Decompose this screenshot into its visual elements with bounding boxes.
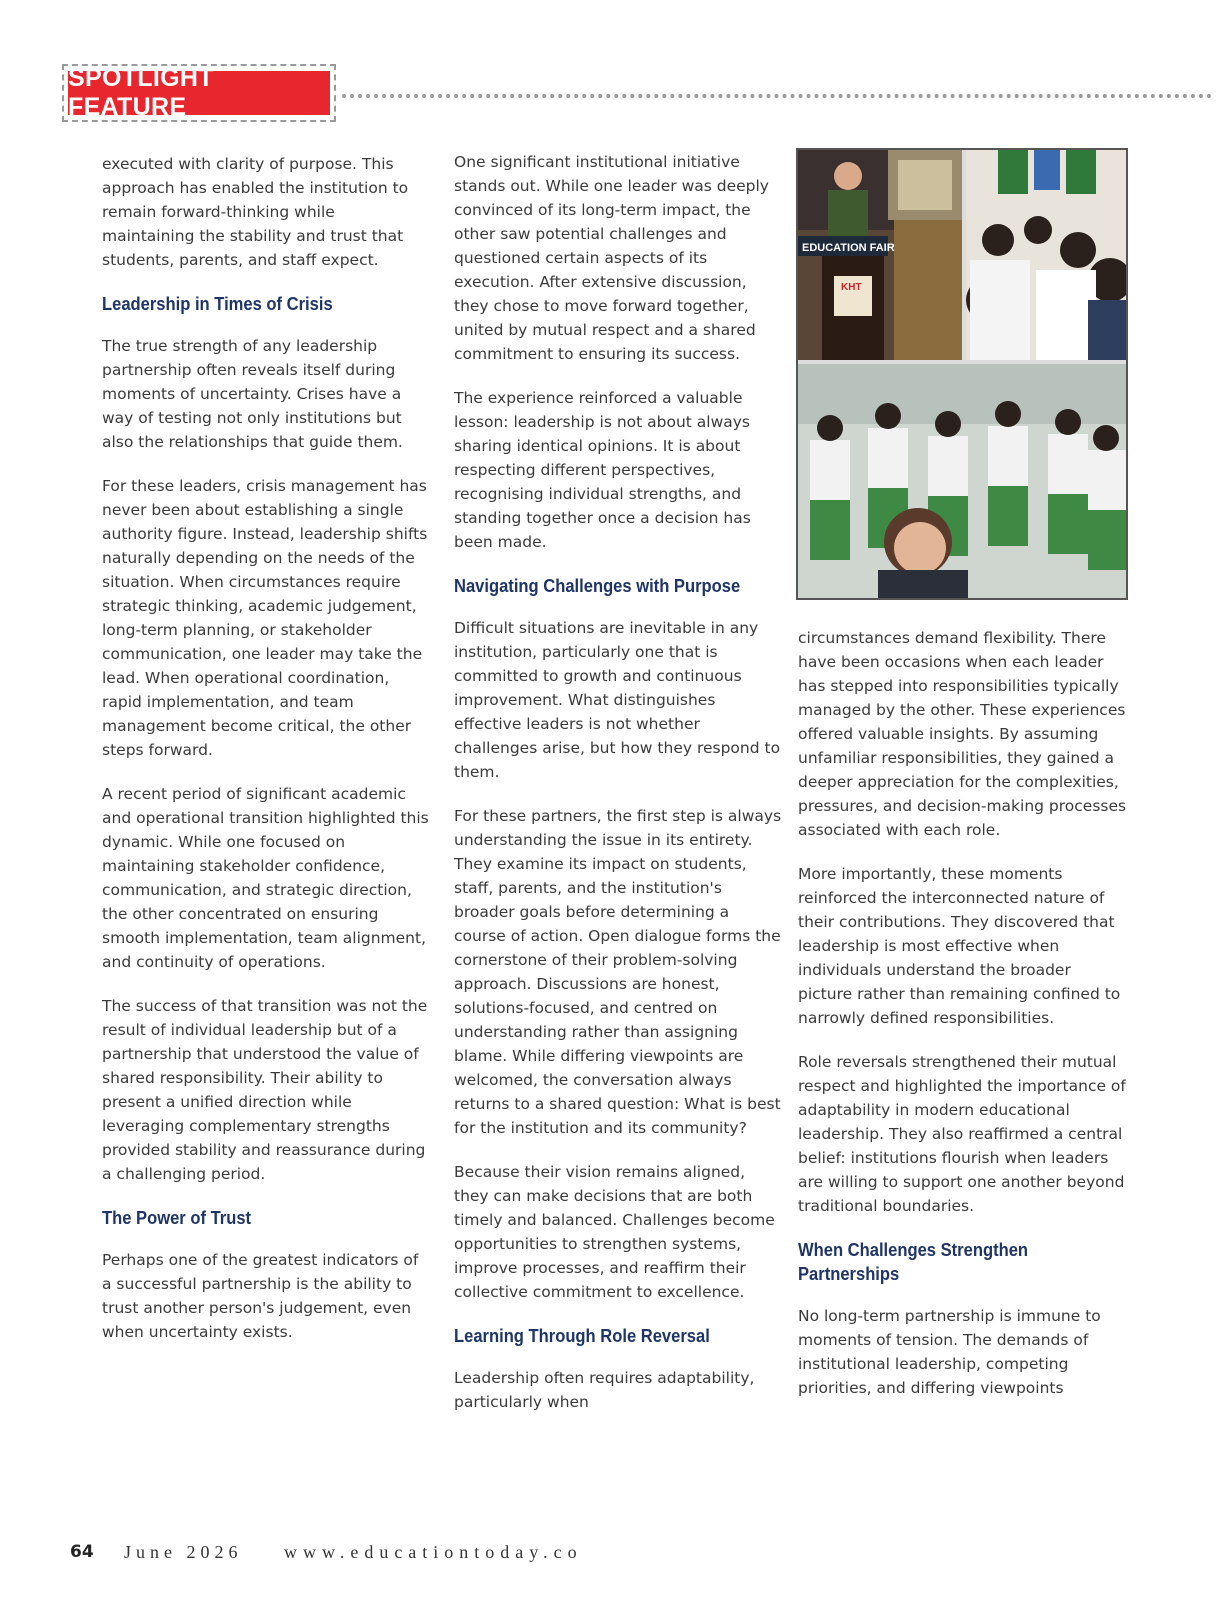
- header-dotted-rule: [342, 94, 1212, 98]
- photo-collage: [796, 148, 1128, 600]
- paragraph: Because their vision remains aligned, they can make decisions that are both timely and balanced. Challenges become opportunities to strengthen systems, improve processes, and reaffirm their collective commitment to excellence.: [454, 1163, 775, 1301]
- paragraph: Role reversals strengthened their mutual respect and highlighted the importance of adaptability in modern educational leadership. They also reaffirmed a central belief: institutions flourish when leaders are willing to support one another beyond traditional boundaries.: [798, 1053, 1126, 1215]
- paragraph: More importantly, these moments reinforced the interconnected nature of their contributions. They discovered that leadership is most effective when individuals understand the broader picture rather than remaining confined to narrowly defined responsibilities.: [798, 865, 1121, 1027]
- section-heading: Learning Through Role Reversal: [454, 1326, 710, 1346]
- paragraph: For these partners, the first step is always understanding the issue in its entirety. They examine its impact on students, staff, parents, and the institution's broader goals before determining a course of action. Open dialogue forms the cornerstone of their problem-solving approach. Discussions are honest, solutions-focused, and centred on understanding rather than assigning blame. While differing viewpoints are welcomed, the conversation always returns to a shared question: What is best for the institution and its community?: [454, 807, 782, 1137]
- podium-text: KHT: [841, 282, 862, 293]
- issue-date: June 2026: [124, 1542, 243, 1562]
- paragraph: The experience reinforced a valuable lesson: leadership is not about always sharing identical opinions. It is about respecting different perspectives, recognising individual strengths, and standing together once a decision has been made.: [454, 389, 751, 551]
- section-heading: Leadership in Times of Crisis: [102, 294, 333, 314]
- paragraph: executed with clarity of purpose. This approach has enabled the institution to remain forward-thinking while maintaining the stability and trust that students, parents, and staff expect.: [102, 155, 409, 269]
- section-heading: Navigating Challenges with Purpose: [454, 576, 741, 596]
- page-number: 64: [70, 1542, 94, 1562]
- paragraph: A recent period of significant academic and operational transition highlighted this dynamic. While one focused on maintaining stakeholder confidence, communication, and strategic direction, the other concentrated on ensuring smooth implementation, team alignment, and continuity of operations.: [102, 785, 429, 971]
- section-heading: When Challenges Strengthen Partnerships: [798, 1240, 1029, 1284]
- paragraph: Leadership often requires adaptability, particularly when: [454, 1369, 755, 1411]
- paragraph: Perhaps one of the greatest indicators of a successful partnership is the ability to trust another person's judgement, even when uncertainty exists.: [102, 1251, 419, 1341]
- column-right: [798, 626, 1128, 1420]
- paragraph: The success of that transition was not the result of individual leadership but of a partnership that understood the value of shared responsibility. Their ability to present a unified direction while leveraging complementary strengths provided stability and reassurance during a challenging period.: [102, 997, 428, 1183]
- banner-text: EDUCATION FAIR: [802, 242, 895, 254]
- column-left: [102, 152, 430, 1364]
- paragraph: circumstances demand flexibility. There have been occasions when each leader has stepped into responsibilities typically managed by the other. These experiences offered valuable insights. By assuming unfamiliar responsibilities, they gained a deeper appreciation for the complexities, pressures, and decision-making processes associated with each role.: [798, 629, 1127, 839]
- website-link[interactable]: www.educationtoday.co: [284, 1542, 583, 1562]
- column-middle: [454, 150, 784, 1434]
- paragraph: The true strength of any leadership partnership often reveals itself during moments of uncertainty. Crises have a way of testing not only institutions but also the relationships that guide them.: [102, 337, 403, 451]
- paragraph: For these leaders, crisis management has never been about establishing a single authority figure. Instead, leadership shifts naturally depending on the needs of the situation. When circumstances require strategic thinking, academic judgement, long-term planning, or stakeholder communication, one leader may take the lead. When operational coordination, rapid implementation, and team management become critical, the other steps forward.: [102, 477, 428, 759]
- paragraph: One significant institutional initiative stands out. While one leader was deeply convinced of its long-term impact, the other saw potential challenges and questioned certain aspects of its execution. After extensive discussion, they chose to move forward together, united by mutual respect and a shared commitment to ensuring its success.: [454, 153, 769, 363]
- paragraph: Difficult situations are inevitable in any institution, particularly one that is committed to growth and continuous improvement. What distinguishes effective leaders is not whether challenges arise, but how they respond to them.: [454, 619, 781, 781]
- photo-collage-image: [798, 150, 1126, 598]
- spotlight-label: SPOTLIGHT FEATURE: [68, 71, 330, 115]
- paragraph: No long-term partnership is immune to moments of tension. The demands of institutional leadership, competing priorities, and differing viewpoints: [798, 1307, 1101, 1397]
- section-heading: The Power of Trust: [102, 1208, 252, 1228]
